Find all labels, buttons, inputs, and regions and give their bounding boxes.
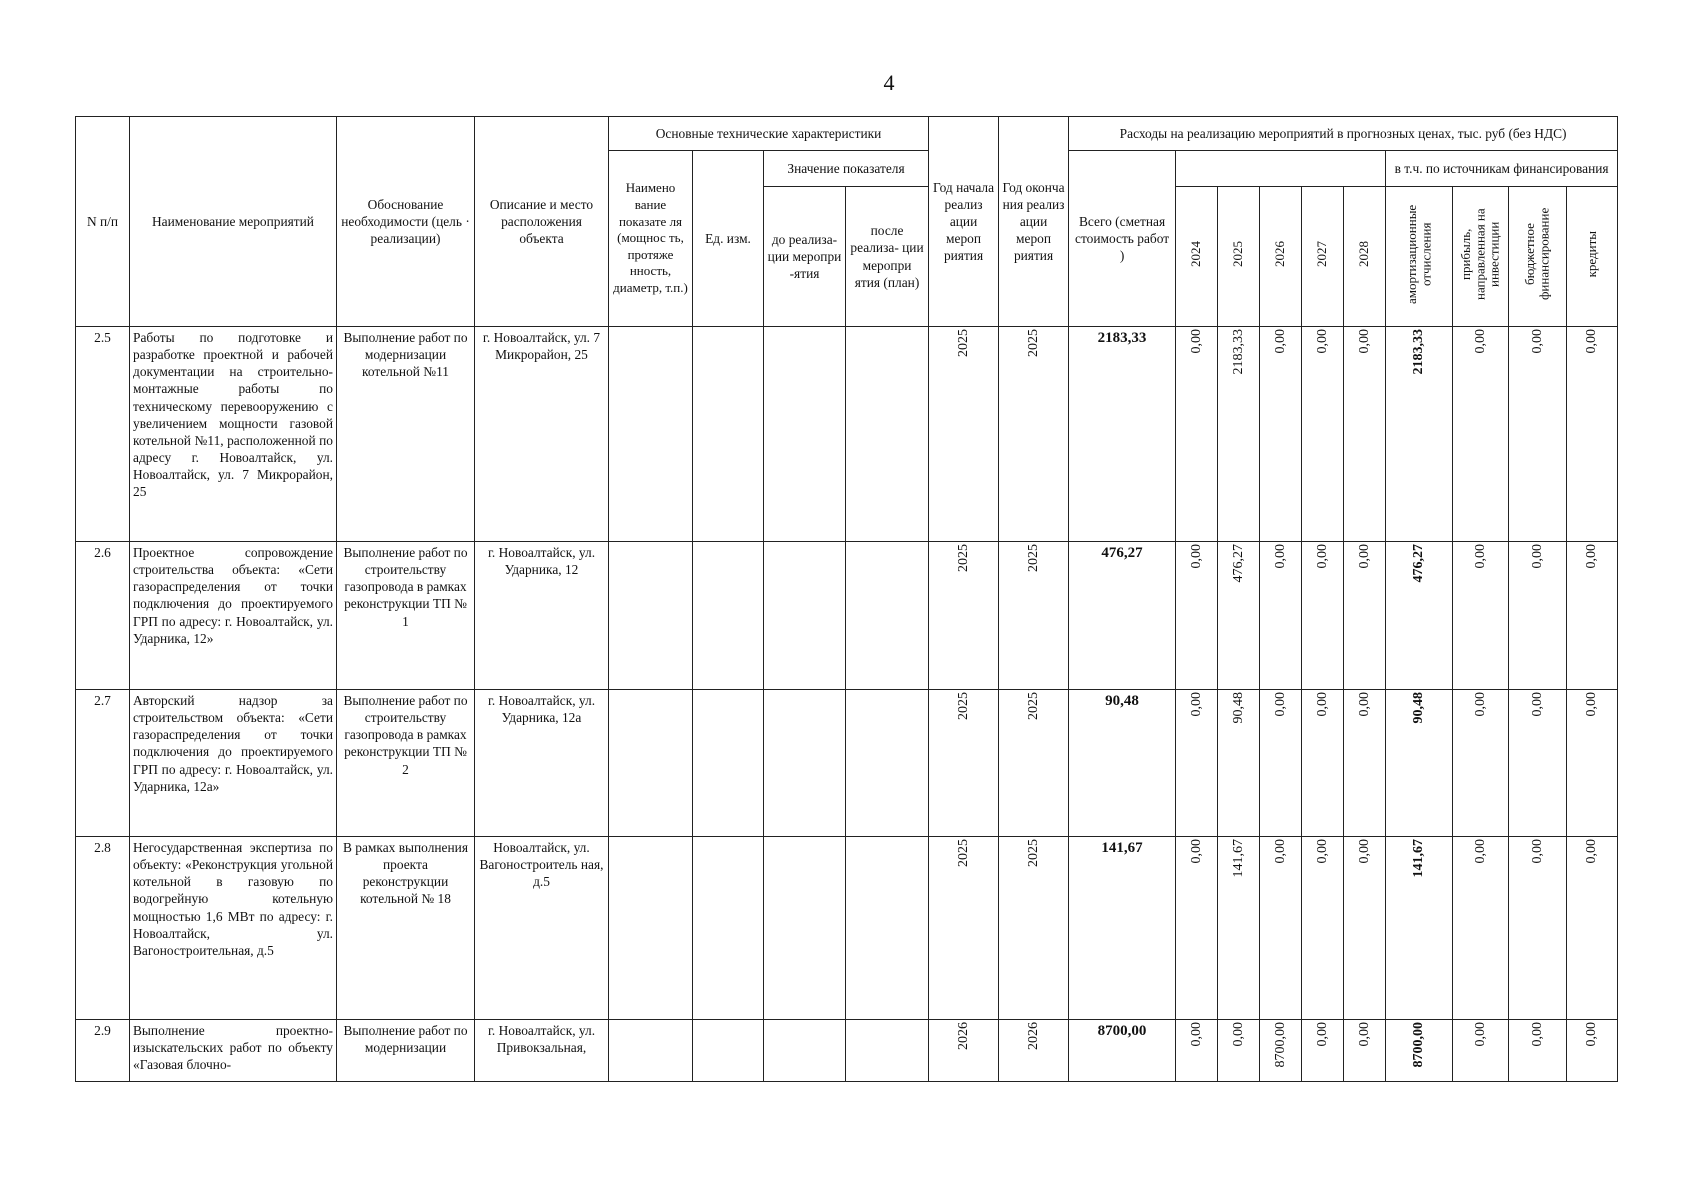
row-source-value: 0,00 (1453, 542, 1509, 690)
row-year-start: 2025 (929, 837, 999, 1020)
row-year-value: 476,27 (1218, 542, 1260, 690)
row-year-value: 90,48 (1218, 690, 1260, 837)
header-year: 2028 (1344, 187, 1386, 327)
row-name: Выполнение проектно-изыскательских работ по объекту «Газовая блочно- (130, 1020, 337, 1082)
row-before (764, 690, 846, 837)
row-source-value: 0,00 (1509, 1020, 1567, 1082)
row-year-value: 0,00 (1302, 690, 1344, 837)
row-reason: Выполнение работ по модернизации (337, 1020, 475, 1082)
row-source-value: 0,00 (1453, 1020, 1509, 1082)
row-reason: Выполнение работ по строительству газопровода в рамках реконструкции ТП № 1 (337, 542, 475, 690)
header-name: Наименование мероприятий (130, 117, 337, 327)
row-year-value: 0,00 (1260, 542, 1302, 690)
row-after (846, 1020, 929, 1082)
row-source-value: 0,00 (1453, 327, 1509, 542)
row-year-end: 2025 (999, 327, 1069, 542)
row-year-value: 0,00 (1260, 327, 1302, 542)
table-row (76, 690, 1618, 837)
header-source: прибыль, направленная на инвестиции (1453, 187, 1509, 327)
row-source-value: 0,00 (1567, 542, 1618, 690)
row-year-value: 0,00 (1302, 1020, 1344, 1082)
header-before: до реализа- ции меропри -ятия (764, 187, 846, 327)
row-location: г. Новоалтайск, ул. 7 Микрорайон, 25 (475, 327, 609, 542)
row-year-value: 0,00 (1344, 1020, 1386, 1082)
header-tech: Основные технические характеристики (609, 117, 929, 151)
row-year-value: 141,67 (1218, 837, 1260, 1020)
row-source-value: 0,00 (1509, 837, 1567, 1020)
row-year-value: 0,00 (1344, 542, 1386, 690)
row-location: г. Новоалтайск, ул. Ударника, 12а (475, 690, 609, 837)
table-row (76, 327, 1618, 542)
header-expenses: Расходы на реализацию мероприятий в прогнозных ценах, тыс. руб (без НДС) (1069, 117, 1618, 151)
row-source-value: 0,00 (1453, 837, 1509, 1020)
row-total: 141,67 (1069, 837, 1176, 1020)
row-year-value: 0,00 (1302, 327, 1344, 542)
row-number: 2.7 (76, 690, 130, 837)
row-name: Проектное сопровождение строительства объекта: «Сети газораспределения от точки подключения до проектируемого ГРП по адресу: г. Новоалтайск, ул. Ударника, 12» (130, 542, 337, 690)
header-source: кредиты (1567, 187, 1618, 327)
row-source-value: 0,00 (1509, 690, 1567, 837)
row-source-value: 90,48 (1386, 690, 1453, 837)
row-year-value: 0,00 (1260, 690, 1302, 837)
row-year-start: 2026 (929, 1020, 999, 1082)
row-year-value: 0,00 (1302, 837, 1344, 1020)
row-total: 2183,33 (1069, 327, 1176, 542)
row-year-end: 2025 (999, 690, 1069, 837)
row-source-value: 476,27 (1386, 542, 1453, 690)
table-body (76, 327, 1618, 1082)
row-number: 2.6 (76, 542, 130, 690)
header-source: бюджетное финансирование (1509, 187, 1567, 327)
row-reason: В рамках выполнения проекта реконструкции котельной № 18 (337, 837, 475, 1020)
row-year-value: 0,00 (1302, 542, 1344, 690)
investment-plan-table (75, 116, 1618, 1082)
row-name: Авторский надзор за строительством объекта: «Сети газораспределения от точки подключения до проектируемого ГРП по адресу: г. Новоалтайск, ул. Ударника, 12а» (130, 690, 337, 837)
header-year-start: Год начала реализ ации мероп риятия (929, 117, 999, 327)
row-year-value: 0,00 (1344, 327, 1386, 542)
row-name: Работы по подготовке и разработке проектной и рабочей документации на строительно-монтажные работы по техническому перевооружению с увеличением мощности газовой котельной №11, расположенной по адресу г. Новоалтайск, ул. Новоалтайск, ул. 7 Микрорайон, 25 (130, 327, 337, 542)
row-source-value: 0,00 (1567, 837, 1618, 1020)
row-year-start: 2025 (929, 542, 999, 690)
row-source-value: 0,00 (1509, 327, 1567, 542)
row-source-value: 0,00 (1453, 690, 1509, 837)
header-indicator-value: Значение показателя (764, 151, 929, 187)
row-source-value: 8700,00 (1386, 1020, 1453, 1082)
header-year: 2024 (1176, 187, 1218, 327)
table-row (76, 1020, 1618, 1082)
header-after: после реализа- ции меропри ятия (план) (846, 187, 929, 327)
row-year-value: 0,00 (1344, 690, 1386, 837)
row-name: Негосударственная экспертиза по объекту: «Реконструкция угольной котельной в газовую по водогрейную котельную мощностью 1,6 МВт по адресу: г. Новоалтайск, ул. Вагоностроительная, д.5 (130, 837, 337, 1020)
header-total: Всего (сметная стоимость работ ) (1069, 151, 1176, 327)
row-location: г. Новоалтайск, ул. Привокзальная, (475, 1020, 609, 1082)
row-year-value: 0,00 (1176, 327, 1218, 542)
row-source-value: 141,67 (1386, 837, 1453, 1020)
row-indicator (609, 690, 693, 837)
row-indicator (609, 327, 693, 542)
row-year-start: 2025 (929, 690, 999, 837)
header-year: 2025 (1218, 187, 1260, 327)
header-year: 2026 (1260, 187, 1302, 327)
header-year: 2027 (1302, 187, 1344, 327)
row-unit (693, 690, 764, 837)
row-before (764, 542, 846, 690)
row-indicator (609, 542, 693, 690)
row-year-end: 2025 (999, 542, 1069, 690)
row-year-end: 2026 (999, 1020, 1069, 1082)
row-location: Новоалтайск, ул. Вагоностроитель ная, д.5 (475, 837, 609, 1020)
header-indicator-name: Наимено вание показате ля (мощнос ть, протяже нность, диаметр, т.п.) (609, 151, 693, 327)
row-after (846, 690, 929, 837)
table-header (76, 117, 1618, 327)
row-year-value: 0,00 (1344, 837, 1386, 1020)
row-year-value: 0,00 (1176, 690, 1218, 837)
row-year-value: 0,00 (1176, 1020, 1218, 1082)
row-after (846, 837, 929, 1020)
table-row (76, 542, 1618, 690)
header-num: N п/п (76, 117, 130, 327)
row-year-end: 2025 (999, 837, 1069, 1020)
header-years-group (1176, 151, 1386, 187)
header-reason: Обоснование необходимости (цель · реализации) (337, 117, 475, 327)
row-indicator (609, 1020, 693, 1082)
row-reason: Выполнение работ по строительству газопровода в рамках реконструкции ТП № 2 (337, 690, 475, 837)
row-source-value: 0,00 (1567, 690, 1618, 837)
row-source-value: 0,00 (1509, 542, 1567, 690)
row-number: 2.9 (76, 1020, 130, 1082)
row-before (764, 837, 846, 1020)
row-year-value: 0,00 (1176, 542, 1218, 690)
row-after (846, 327, 929, 542)
row-year-start: 2025 (929, 327, 999, 542)
table-row (76, 837, 1618, 1020)
row-number: 2.5 (76, 327, 130, 542)
row-unit (693, 542, 764, 690)
row-total: 476,27 (1069, 542, 1176, 690)
header-source: амортизационные отчисления (1386, 187, 1453, 327)
row-year-value: 0,00 (1176, 837, 1218, 1020)
row-reason: Выполнение работ по модернизации котельной №11 (337, 327, 475, 542)
row-source-value: 0,00 (1567, 1020, 1618, 1082)
header-unit: Ед. изм. (693, 151, 764, 327)
row-location: г. Новоалтайск, ул. Ударника, 12 (475, 542, 609, 690)
row-year-value: 0,00 (1260, 837, 1302, 1020)
row-indicator (609, 837, 693, 1020)
row-after (846, 542, 929, 690)
row-source-value: 2183,33 (1386, 327, 1453, 542)
row-before (764, 327, 846, 542)
row-unit (693, 837, 764, 1020)
row-source-value: 0,00 (1567, 327, 1618, 542)
row-number: 2.8 (76, 837, 130, 1020)
row-year-value: 8700,00 (1260, 1020, 1302, 1082)
row-year-value: 0,00 (1218, 1020, 1260, 1082)
row-unit (693, 327, 764, 542)
row-unit (693, 1020, 764, 1082)
row-total: 90,48 (1069, 690, 1176, 837)
header-by-source: в т.ч. по источникам финансирования (1386, 151, 1618, 187)
row-total: 8700,00 (1069, 1020, 1176, 1082)
header-location: Описание и место расположения объекта (475, 117, 609, 327)
header-year-end: Год оконча ния реализ ации мероп риятия (999, 117, 1069, 327)
page-number: 4 (883, 70, 895, 95)
row-before (764, 1020, 846, 1082)
row-year-value: 2183,33 (1218, 327, 1260, 542)
